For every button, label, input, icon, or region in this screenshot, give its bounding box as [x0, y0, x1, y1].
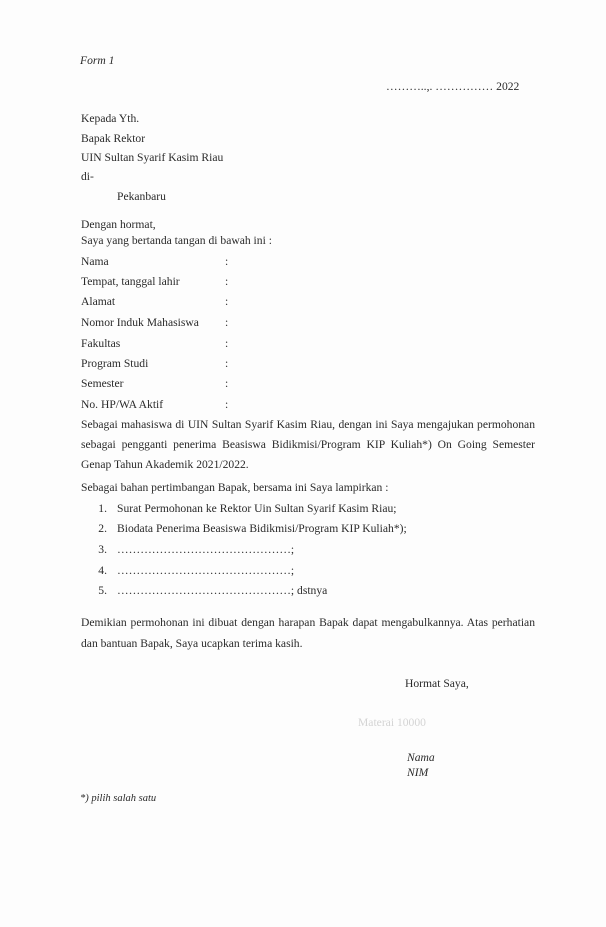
field-label: Tempat, tanggal lahir: [81, 275, 180, 288]
application-paragraph: Sebagai mahasiswa di UIN Sultan Syarif Kasim Riau, dengan ini Saya mengajukan permohonan sebagai pengganti penerima Beasiswa Bidikmisi/Program KIP Kuliah*) On Going Semester Genap Tahun Akademik 2021/2022.: [81, 418, 535, 471]
list-text: ………………………………………;: [117, 564, 295, 577]
greeting: Dengan hormat,: [81, 218, 156, 231]
list-number: 2.: [98, 522, 107, 535]
field-label: Semester: [81, 377, 124, 390]
addressee-salutation: Kepada Yth.: [81, 112, 140, 125]
field-label: Nomor Induk Mahasiswa: [81, 316, 199, 329]
intro-line: Saya yang bertanda tangan di bawah ini :: [81, 234, 272, 247]
field-colon: :: [225, 377, 229, 390]
list-number: 4.: [98, 564, 107, 577]
footnote: *) pilih salah satu: [80, 793, 157, 804]
field-colon: :: [225, 295, 229, 308]
field-label: Nama: [81, 255, 109, 268]
date-line: ………..,. …………… 2022: [386, 80, 520, 93]
field-colon: :: [225, 275, 229, 288]
field-label: Alamat: [81, 295, 116, 308]
addressee-city: Pekanbaru: [117, 190, 166, 203]
regards: Hormat Saya,: [405, 677, 469, 690]
list-text: ………………………………………; dstnya: [117, 584, 328, 597]
field-colon: :: [225, 398, 229, 411]
addressee-institution: UIN Sultan Syarif Kasim Riau: [81, 151, 224, 164]
field-label: No. HP/WA Aktif: [81, 398, 164, 411]
addressee-di: di-: [81, 170, 94, 183]
field-colon: :: [225, 357, 229, 370]
signer-name: Nama: [407, 751, 435, 764]
field-colon: :: [225, 255, 229, 268]
list-text: Surat Permohonan ke Rektor Uin Sultan Syarif Kasim Riau;: [117, 502, 397, 515]
materai-placeholder: Materai 10000: [358, 716, 426, 729]
signer-nim: NIM: [407, 766, 429, 779]
list-number: 3.: [98, 543, 107, 556]
addressee-title: Bapak Rektor: [81, 132, 146, 145]
list-number: 5.: [98, 584, 107, 597]
field-label: Program Studi: [81, 357, 149, 370]
list-number: 1.: [98, 502, 107, 515]
attachments-intro: Sebagai bahan pertimbangan Bapak, bersama ini Saya lampirkan :: [81, 481, 389, 494]
list-text: Biodata Penerima Beasiswa Bidikmisi/Program KIP Kuliah*);: [117, 522, 407, 535]
closing-paragraph: Demikian permohonan ini dibuat dengan harapan Bapak dapat mengabulkannya. Atas perhatian dan bantuan Bapak, Saya ucapkan terima kasih.: [81, 616, 535, 650]
form-label: Form 1: [80, 54, 115, 67]
field-label: Fakultas: [81, 337, 121, 350]
field-colon: :: [225, 337, 229, 350]
list-text: ………………………………………;: [117, 543, 295, 556]
field-colon: :: [225, 316, 229, 329]
